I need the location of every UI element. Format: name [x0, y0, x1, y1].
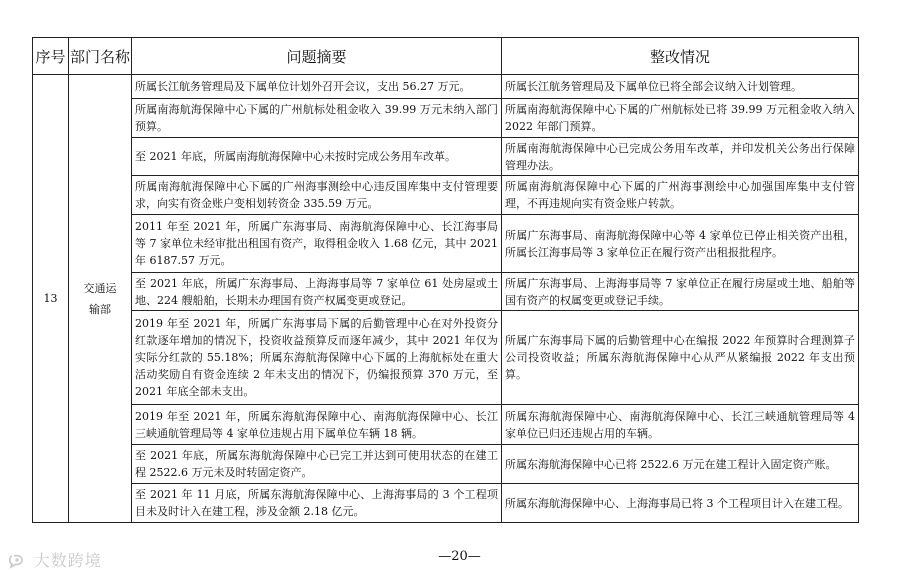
- table-row: [33, 75, 859, 99]
- table-row: [33, 215, 859, 273]
- issue-cell: 至 2021 年 11 月底，所属东海航海保障中心、上海海事局的 3 个工程项目未及时计入在建工程，涉及金额 2.18 亿元。: [132, 484, 502, 523]
- header-seq: 序号: [33, 38, 69, 75]
- table-row: [33, 176, 859, 215]
- fix-cell: 所属广东海事局下属的后勤管理中心在编报 2022 年预算时合理测算子公司投资收益；所属东海航海保障中心从严从紧编报 2022 年支出预算。: [502, 311, 859, 405]
- table-row: [33, 484, 859, 523]
- fix-cell: 所属东海航海保障中心、上海海事局已将 3 个工程项目计入在建工程。: [502, 484, 859, 523]
- header-fix: 整改情况: [502, 38, 859, 75]
- header-dept: 部门名称: [69, 38, 132, 75]
- table-row: [33, 273, 859, 311]
- issue-cell: 2011 年至 2021 年，所属广东海事局、南海航海保障中心、长江海事局等 7 家单位未经审批出租国有资产，取得租金收入 1.68 亿元，其中 2021 年 6187.57 万元。: [132, 215, 502, 273]
- fix-cell: 所属广东海事局、上海海事局等 7 家单位正在履行房屋或土地、船舶等国有资产的权属变更或登记手续。: [502, 273, 859, 311]
- fix-cell: 所属东海航海保障中心、南海航海保障中心、长江三峡通航管理局等 4 家单位已归还违规占用的车辆。: [502, 405, 859, 445]
- fix-cell: 所属长江航务管理局及下属单位已将全部会议纳入计划管理。: [502, 75, 859, 99]
- dept-name: 交通运输部: [83, 281, 117, 316]
- audit-table: [32, 37, 859, 523]
- fix-cell: 所属广东海事局、南海航海保障中心等 4 家单位已停止相关资产出租，所属长江海事局等 3 家单位正在履行资产出租报批程序。: [502, 215, 859, 273]
- table-row: [33, 445, 859, 484]
- issue-cell: 2019 年至 2021 年，所属东海航海保障中心、南海航海保障中心、长江三峡通航管理局等 4 家单位违规占用下属单位车辆 18 辆。: [132, 405, 502, 445]
- table-row: [33, 99, 859, 138]
- table-row: [33, 405, 859, 445]
- fix-cell: 所属南海航海保障中心已完成公务用车改革，并印发机关公务出行保障管理办法。: [502, 138, 859, 176]
- page-number: —20—: [438, 549, 481, 564]
- audit-table-sheet: [32, 37, 858, 523]
- fix-cell: 所属南海航海保障中心下属的广州航标处已将 39.99 万元租金收入纳入 2022 年部门预算。: [502, 99, 859, 138]
- seq-cell: 13: [33, 75, 69, 523]
- issue-cell: 至 2021 年底，所属东海航海保障中心已完工并达到可使用状态的在建工程 2522.6 万元未及时转固定资产。: [132, 445, 502, 484]
- issue-cell: 所属南海航海保障中心下属的广州航标处租金收入 39.99 万元未纳入部门预算。: [132, 99, 502, 138]
- header-issue: 问题摘要: [132, 38, 502, 75]
- issue-cell: 所属南海航海保障中心下属的广州海事测绘中心违反国库集中支付管理要求，向实有资金账户变相划转资金 335.59 万元。: [132, 176, 502, 215]
- table-row: [33, 311, 859, 405]
- issue-cell: 至 2021 年底，所属南海航海保障中心未按时完成公务用车改革。: [132, 138, 502, 176]
- watermark-text: 大数跨境: [33, 551, 102, 570]
- fix-cell: 所属南海航海保障中心下属的广州海事测绘中心加强国库集中支付管理，不再违规向实有资金账户转款。: [502, 176, 859, 215]
- dept-cell: [69, 75, 132, 523]
- table-row: [33, 138, 859, 176]
- table-header-row: [33, 38, 859, 75]
- issue-cell: 所属长江航务管理局及下属单位计划外召开会议，支出 56.27 万元。: [132, 75, 502, 99]
- fix-cell: 所属东海航海保障中心已将 2522.6 万元在建工程计入固定资产账。: [502, 445, 859, 484]
- issue-cell: 2019 年至 2021 年，所属广东海事局下属的后勤管理中心在对外投资分红款逐年增加的情况下，投资收益预算反而逐年减少，其中 2021 年仅为实际分红款的 55.18%；所属东海航海保障中心下属的上海航标处在重大活动奖励自有资金连续 2 年未支出的情况下，仍编报预算 370 万元，至 2021 年底全部未支出。: [132, 311, 502, 405]
- issue-cell: 至 2021 年底，所属广东海事局、上海海事局等 7 家单位 61 处房屋或土地、224 艘船舶，长期未办理国有资产权属变更或登记。: [132, 273, 502, 311]
